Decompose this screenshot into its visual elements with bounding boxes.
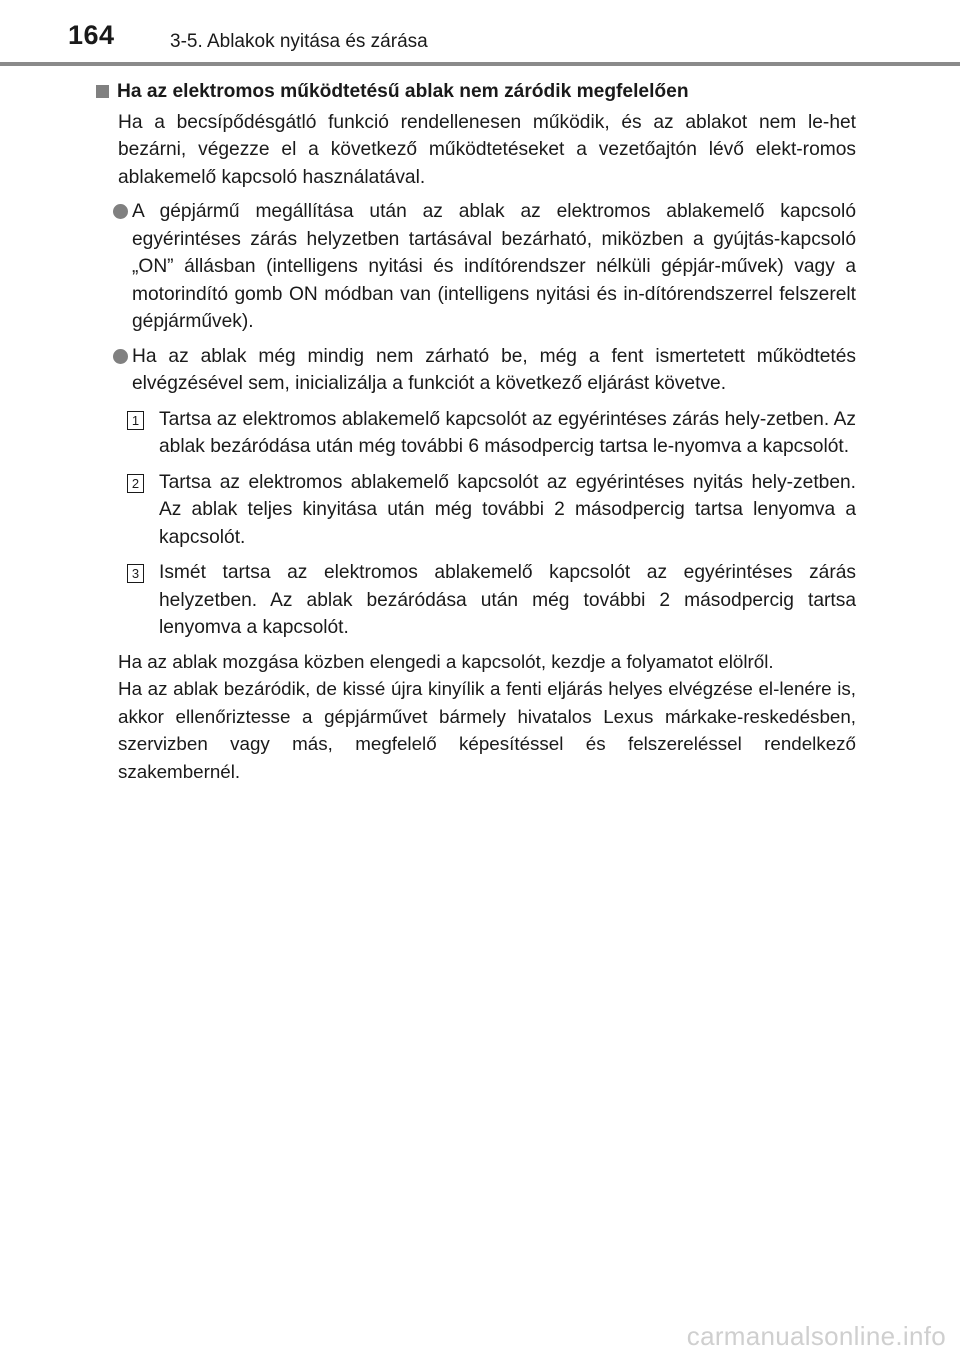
header-divider <box>0 62 960 66</box>
step-item <box>127 469 856 552</box>
page-number: 164 <box>68 20 115 50</box>
round-bullet-icon <box>113 349 128 364</box>
bullet-text: Ha az ablak még mindig nem zárható be, még a fent ismertetett működtetés elvégzésével sem, inicializálja a funkciót a következő eljárást követve. <box>132 345 856 394</box>
page-header <box>0 0 960 68</box>
note-paragraph: Ha az ablak bezáródik, de kissé újra kinyílik a fenti eljárás helyes elvégzése el-lenére is, akkor ellenőriztesse a gépjárművet bármely hivatalos Lexus márkake-reskedésben, szervizben vagy más, megfelelő képesítéssel és felszereléssel rendelkező szakembernél. <box>118 678 856 782</box>
section-title: 3-5. Ablakok nyitása és zárása <box>170 31 428 52</box>
bullet-item <box>113 343 856 398</box>
bullet-text: A gépjármű megállítása után az ablak az elektromos ablakemelő kapcsoló egyérintéses zárás helyzetben tartásával bezárható, miközben a gyújtás-kapcsoló „ON” állásban (intelligens nyitási és indítórendszer nélküli gépjár-művek) vagy a motorindító gomb ON módban van (intelligens nyitási és in-dítórendszerrel felszerelt gépjárművek). <box>132 201 856 332</box>
step-item <box>127 406 856 461</box>
step-number-box: 2 <box>127 474 144 493</box>
step-item <box>127 559 856 642</box>
bullet-item <box>113 198 856 336</box>
intro-paragraph: Ha a becsípődésgátló funkció rendellenesen működik, és az ablakot nem le-het bezárni, végezze el a következő működtetéseket a vezetőajtón lévő elekt-romos ablakemelő kapcsoló használatával. <box>118 111 856 188</box>
note-paragraph: Ha az ablak mozgása közben elengedi a kapcsolót, kezdje a folyamatot elölről. <box>118 650 774 672</box>
main-content <box>96 78 856 785</box>
step-text: Ismét tartsa az elektromos ablakemelő kapcsolót az egyérintéses zárás helyzetben. Az ablak bezáródása után még további 2 másodpercig tartsa lenyomva a kapcsolót. <box>159 562 856 638</box>
square-bullet-icon <box>96 85 109 98</box>
step-text: Tartsa az elektromos ablakemelő kapcsolót az egyérintéses nyitás hely-zetben. Az ablak teljes kinyitása után még további 2 másodpercig tartsa lenyomva a kapcsolót. <box>159 471 856 548</box>
watermark: carmanualsonline.info <box>686 1321 946 1351</box>
step-text: Tartsa az elektromos ablakemelő kapcsolót az egyérintéses zárás hely-zetben. Az ablak bezáródása után még további 6 másodpercig tartsa le-nyomva a kapcsolót. <box>159 408 856 457</box>
round-bullet-icon <box>113 204 128 219</box>
section-heading <box>96 78 856 106</box>
step-number-box: 1 <box>127 411 144 430</box>
section-heading-text: Ha az elektromos működtetésű ablak nem záródik megfelelően <box>117 81 689 102</box>
step-number-box: 3 <box>127 564 144 583</box>
